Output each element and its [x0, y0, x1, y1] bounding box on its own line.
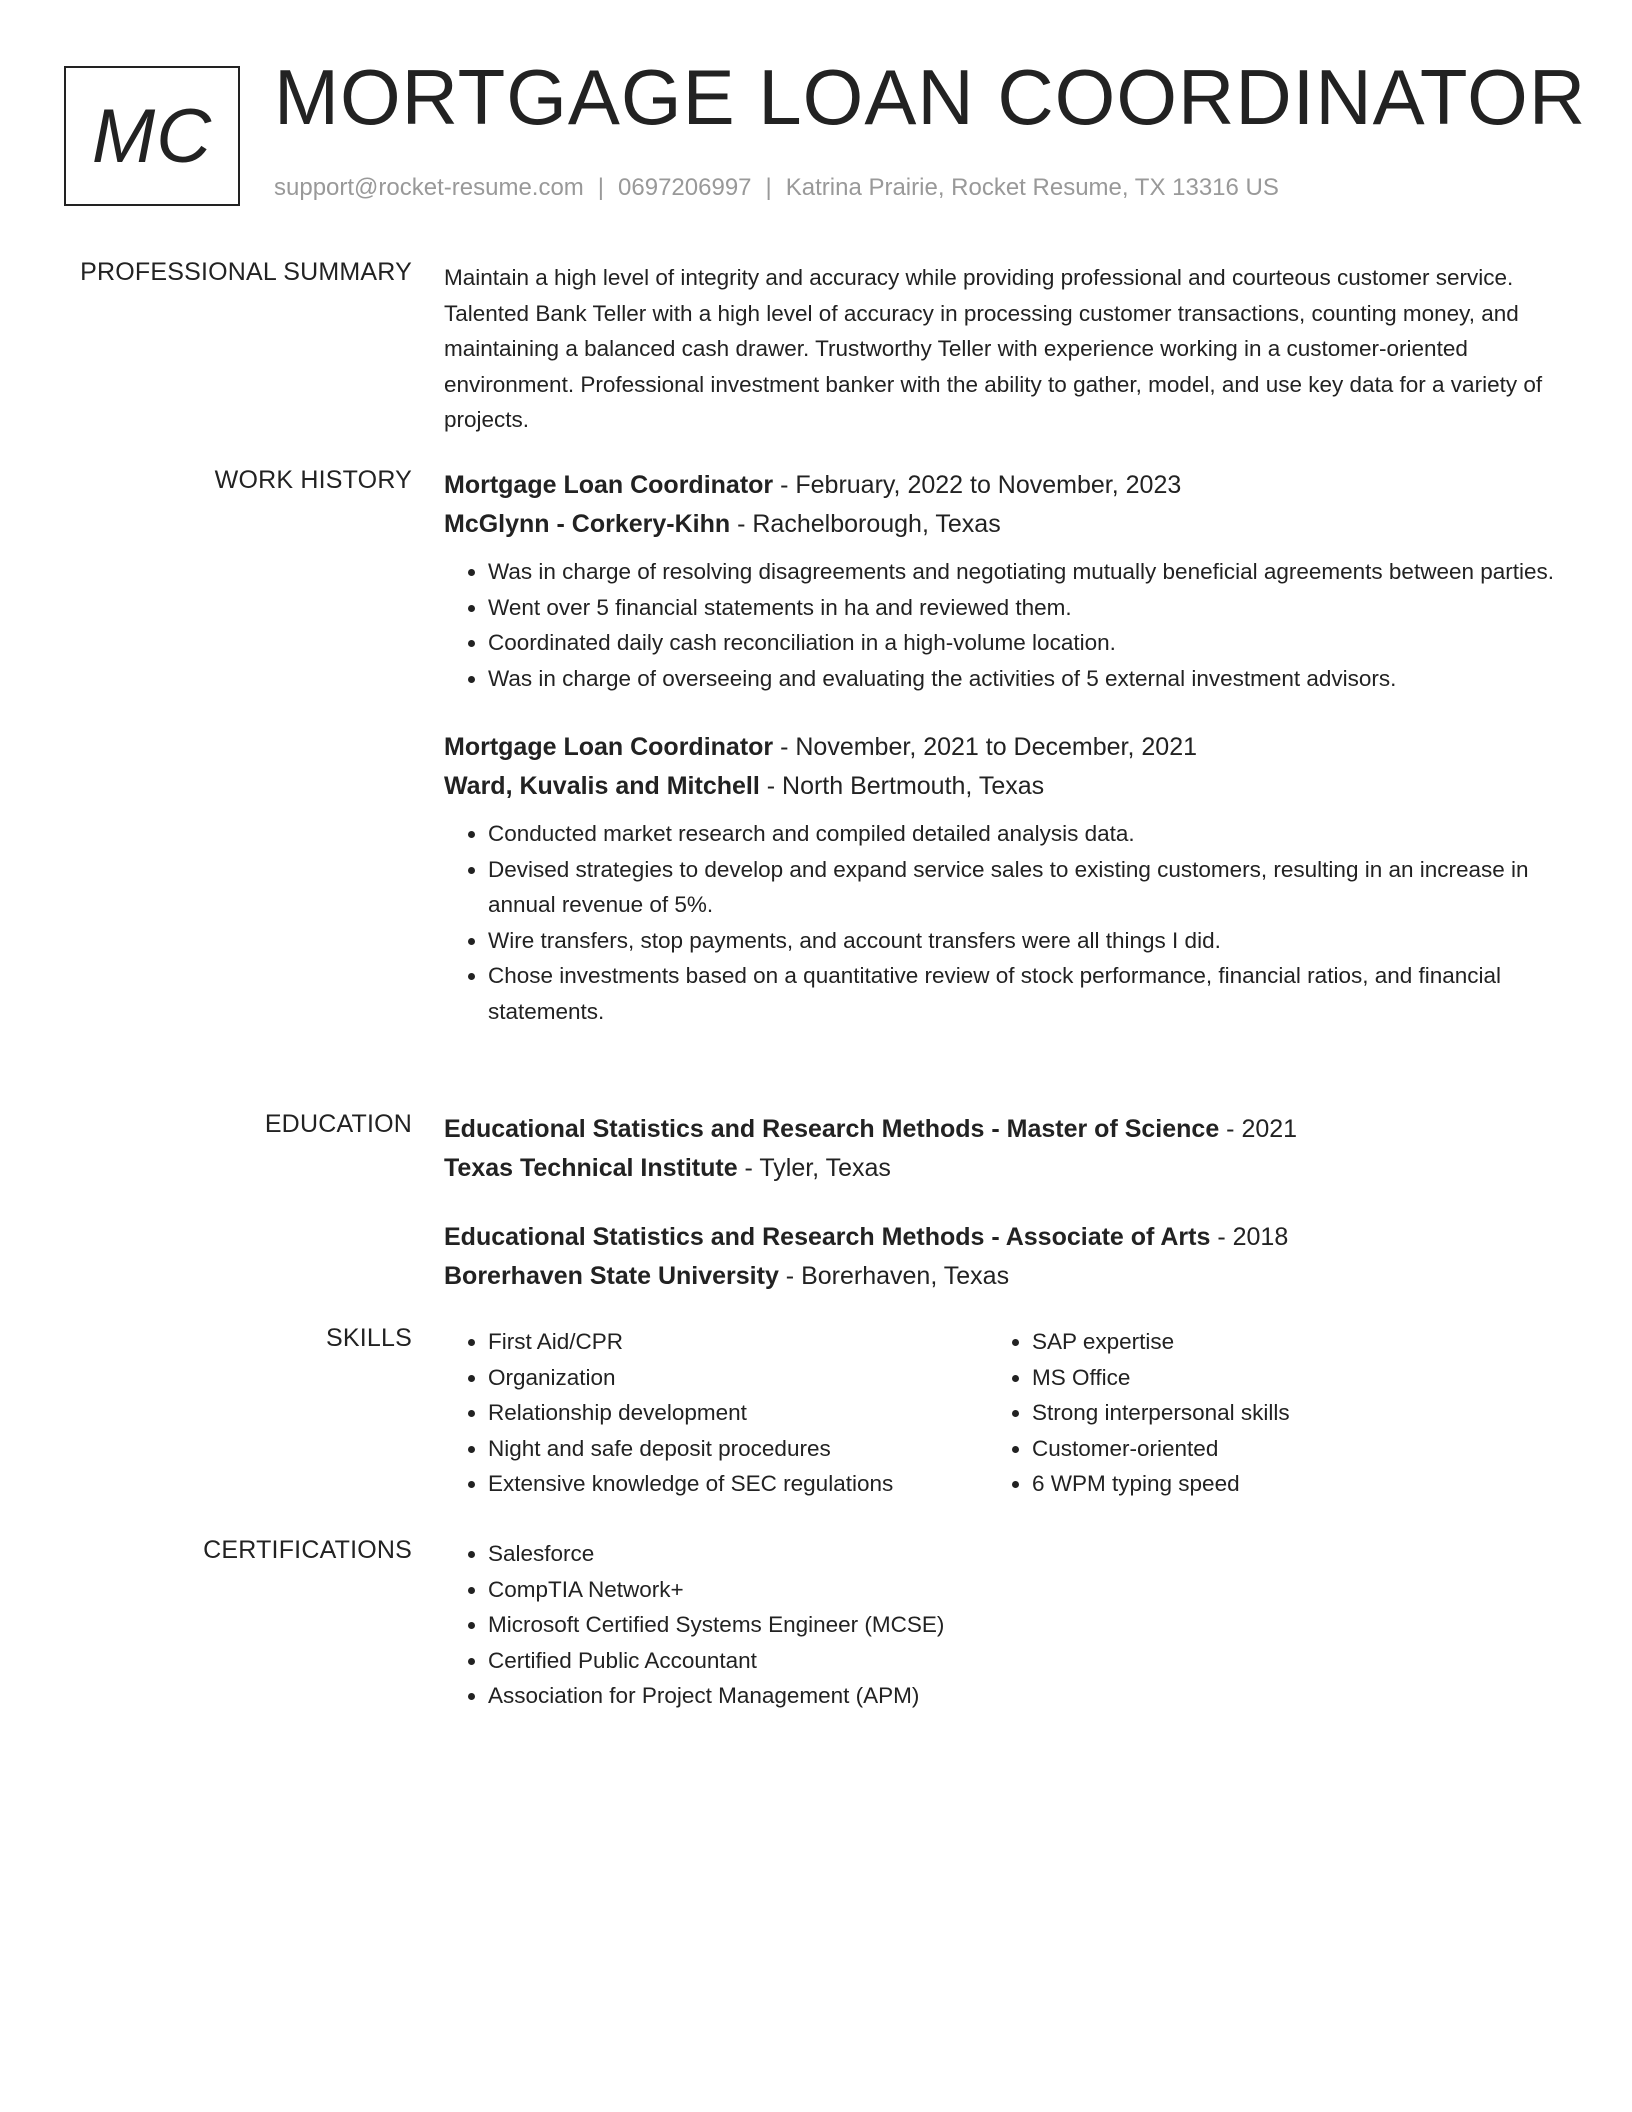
education-degree-line — [444, 1110, 1556, 1149]
skill-item: • Extensive knowledge of SEC regulations — [488, 1466, 893, 1502]
job-bullet: • Coordinated daily cash reconciliation in a high-volume location. — [488, 625, 1556, 661]
skill-item: • Night and safe deposit procedures — [488, 1431, 893, 1467]
contact-phone[interactable]: 0697206997 — [618, 174, 752, 201]
job-dates: - February, 2022 to November, 2023 — [773, 471, 1182, 499]
certification-item: • Association for Project Management (APM) — [488, 1678, 1556, 1714]
section-label-education: EDUCATION — [264, 1110, 412, 1138]
education-school-line — [444, 1257, 1556, 1296]
skill-item: • Organization — [488, 1360, 893, 1396]
job-title-line — [444, 728, 1556, 767]
section-label-certifications: CERTIFICATIONS — [203, 1536, 412, 1564]
job-location: - Rachelborough, Texas — [730, 510, 1001, 538]
education-school: Texas Technical Institute — [444, 1154, 738, 1182]
certification-item: • Salesforce — [488, 1536, 1556, 1572]
job-company-line — [444, 767, 1556, 806]
job-location: - North Bertmouth, Texas — [759, 772, 1045, 800]
education-entry — [444, 1218, 1556, 1296]
job-title-line — [444, 466, 1556, 505]
job-bullet: • Went over 5 financial statements in ha and reviewed them. — [488, 590, 1556, 626]
certifications-list — [444, 1536, 1556, 1714]
education-location: - Tyler, Texas — [737, 1154, 891, 1182]
summary-text: Maintain a high level of integrity and accuracy while providing professional and courteous customer service. Talented Bank Teller with a high level of accuracy in processing customer transactions, counting money, and maintaining a balanced cash drawer. Trustworthy Teller with experience working in a customer-oriented environment. Professional investment banker with the ability to gather, model, and use key data for a variety of projects. — [444, 265, 1543, 432]
contact-separator: | — [765, 174, 772, 201]
education-school-line — [444, 1149, 1556, 1188]
job-bullet: • Wire transfers, stop payments, and account transfers were all things I did. — [488, 923, 1556, 959]
section-label-skills: SKILLS — [326, 1324, 412, 1352]
education-year: - 2018 — [1210, 1223, 1289, 1251]
job-bullet: • Was in charge of resolving disagreements and negotiating mutually beneficial agreements between parties. — [488, 554, 1556, 590]
job-dates: - November, 2021 to December, 2021 — [773, 733, 1198, 761]
skill-item: • Customer-oriented — [1032, 1431, 1290, 1467]
skills-list — [444, 1324, 893, 1502]
skills-column-left — [444, 1324, 893, 1502]
skills-column-right — [988, 1324, 1290, 1502]
job-title: Mortgage Loan Coordinator — [444, 733, 774, 761]
certification-item: • CompTIA Network+ — [488, 1572, 1556, 1608]
job-company-line — [444, 505, 1556, 544]
work-body — [444, 466, 1556, 1029]
job-bullet: • Devised strategies to develop and expand service sales to existing customers, resulting in an increase in annual revenue of 5%. — [488, 852, 1556, 923]
education-degree: Educational Statistics and Research Methods - Master of Science — [444, 1115, 1220, 1143]
job-company: Ward, Kuvalis and Mitchell — [444, 772, 760, 800]
skill-item: • First Aid/CPR — [488, 1324, 893, 1360]
skill-item: • 6 WPM typing speed — [1032, 1466, 1290, 1502]
job-bullet: • Was in charge of overseeing and evaluating the activities of 5 external investment advisors. — [488, 661, 1556, 697]
contact-email[interactable]: support@rocket-resume.com — [274, 174, 584, 201]
education-year: - 2021 — [1219, 1115, 1298, 1143]
education-degree-line — [444, 1218, 1556, 1257]
monogram-logo: MC — [64, 66, 240, 206]
education-entry — [444, 1110, 1556, 1188]
job-bullet: • Conducted market research and compiled detailed analysis data. — [488, 816, 1556, 852]
skill-item: • Strong interpersonal skills — [1032, 1395, 1290, 1431]
skill-item: • SAP expertise — [1032, 1324, 1290, 1360]
job-company: McGlynn - Corkery-Kihn — [444, 510, 731, 538]
job-title: Mortgage Loan Coordinator — [444, 471, 774, 499]
education-school: Borerhaven State University — [444, 1262, 779, 1290]
certification-item: • Certified Public Accountant — [488, 1643, 1556, 1679]
skill-item: • Relationship development — [488, 1395, 893, 1431]
job-bullets — [444, 554, 1556, 696]
section-label-work: WORK HISTORY — [214, 466, 412, 494]
job-entry — [444, 466, 1556, 696]
summary-body — [444, 260, 1556, 438]
education-degree: Educational Statistics and Research Methods - Associate of Arts — [444, 1223, 1211, 1251]
resume-title: MORTGAGE LOAN COORDINATOR — [274, 53, 1587, 141]
contact-separator: | — [597, 174, 605, 201]
contact-line — [274, 174, 1279, 202]
certifications-body — [444, 1536, 1556, 1714]
certification-item: • Microsoft Certified Systems Engineer (MCSE) — [488, 1607, 1556, 1643]
contact-address: Katrina Prairie, Rocket Resume, TX 13316 US — [785, 174, 1279, 201]
job-bullet: • Chose investments based on a quantitative review of stock performance, financial ratios, and financial statements. — [488, 958, 1556, 1029]
education-body — [444, 1110, 1556, 1296]
job-entry — [444, 728, 1556, 1029]
job-bullets — [444, 816, 1556, 1029]
skills-list — [988, 1324, 1290, 1502]
skill-item: • MS Office — [1032, 1360, 1290, 1396]
education-location: - Borerhaven, Texas — [778, 1262, 1010, 1290]
section-label-summary: PROFESSIONAL SUMMARY — [80, 258, 412, 286]
